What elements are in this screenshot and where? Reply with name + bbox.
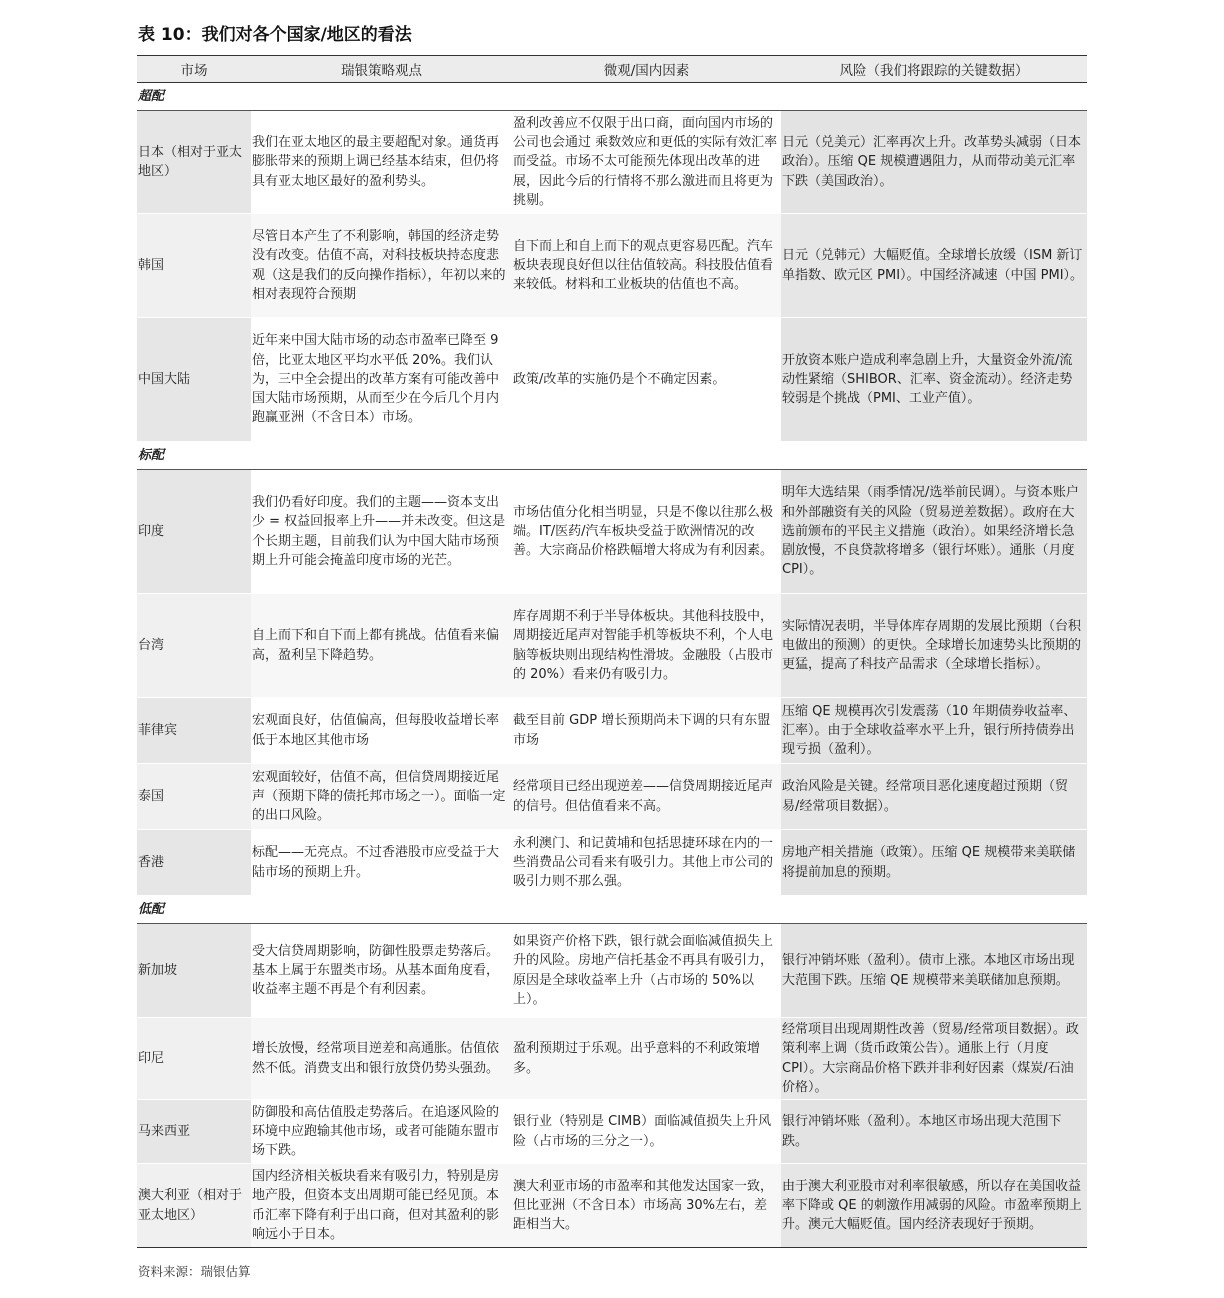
section-label: 低配 (137, 896, 1087, 924)
market-cell: 中国大陆 (137, 318, 251, 442)
country-views-table (137, 55, 1087, 1248)
risk-cell: 银行冲销坏账（盈利）。本地区市场出现大范围下跌。 (781, 1100, 1087, 1164)
market-cell: 马来西亚 (137, 1100, 251, 1164)
header-row (137, 56, 1087, 83)
table-row-singapore (137, 924, 1087, 1018)
view-cell: 增长放慢，经常项目逆差和高通胀。估值依然不低。消费支出和银行放贷仍势头强劲。 (251, 1018, 512, 1100)
section-row-neutral (137, 442, 1087, 470)
risk-cell: 银行冲销坏账（盈利）。债市上涨。本地区市场出现大范围下跌。压缩 QE 规模带来美联储加息预期。 (781, 924, 1087, 1018)
table-row-korea (137, 214, 1087, 318)
risk-cell: 经常项目出现周期性改善（贸易/经常项目数据）。政策利率上调（货币政策公告）。通胀上行（月度 CPI）。大宗商品价格下跌并非利好因素（煤炭/石油价格）。 (781, 1018, 1087, 1100)
micro-cell: 银行业（特别是 CIMB）面临减值损失上升风险（占市场的三分之一）。 (512, 1100, 781, 1164)
table-row-indonesia (137, 1018, 1087, 1100)
micro-cell: 截至目前 GDP 增长预期尚未下调的只有东盟市场 (512, 698, 781, 764)
view-cell: 近年来中国大陆市场的动态市盈率已降至 9 倍，比亚太地区平均水平低 20%。我们认为，三中全会提出的改革方案有可能改善中国大陆市场预期，从而至少在今后几个月内跑赢亚洲（不含日本）市场。 (251, 318, 512, 442)
view-cell: 我们仍看好印度。我们的主题——资本支出少 = 权益回报率上升——并未改变。但这是个长期主题，目前我们认为中国大陆市场预期上升可能会掩盖印度市场的光芒。 (251, 470, 512, 594)
header-market: 市场 (137, 56, 251, 83)
market-cell: 香港 (137, 830, 251, 896)
view-cell: 我们在亚太地区的最主要超配对象。通货再膨胀带来的预期上调已经基本结束，但仍将具有亚太地区最好的盈利势头。 (251, 111, 512, 214)
section-label: 标配 (137, 442, 1087, 470)
micro-cell: 经常项目已经出现逆差——信贷周期接近尾声的信号。但估值看来不高。 (512, 764, 781, 830)
market-cell: 印尼 (137, 1018, 251, 1100)
market-cell: 台湾 (137, 594, 251, 698)
table-title: 表 10：我们对各个国家/地区的看法 (138, 25, 412, 45)
risk-cell: 压缩 QE 规模再次引发震荡（10 年期债券收益率、汇率）。由于全球收益率水平上升，银行所持债券出现亏损（盈利）。 (781, 698, 1087, 764)
header-micro: 微观/国内因素 (512, 56, 781, 83)
table-row-japan (137, 111, 1087, 214)
table-row-india (137, 470, 1087, 594)
view-cell: 尽管日本产生了不利影响，韩国的经济走势没有改变。估值不高，对科技板块持态度悲观（这是我们的反向操作指标），年初以来的相对表现符合预期 (251, 214, 512, 318)
micro-cell: 市场估值分化相当明显，只是不像以往那么极端。IT/医药/汽车板块受益于欧洲情况的改善。大宗商品价格跌幅增大将成为有利因素。 (512, 470, 781, 594)
risk-cell: 明年大选结果（雨季情况/选举前民调）。与资本账户和外部融资有关的风险（贸易逆差数据）。政府在大选前颁布的平民主义措施（政治）。如果经济增长急剧放慢，不良贷款将增多（银行坏账）。通胀（月度 CPI）。 (781, 470, 1087, 594)
market-cell: 印度 (137, 470, 251, 594)
risk-cell: 日元（兑美元）汇率再次上升。改革势头减弱（日本政治）。压缩 QE 规模遭遇阻力，从而带动美元汇率下跌（美国政治）。 (781, 111, 1087, 214)
market-cell: 菲律宾 (137, 698, 251, 764)
section-row-overweight (137, 83, 1087, 111)
table-row-malaysia (137, 1100, 1087, 1164)
market-cell: 澳大利亚（相对于亚太地区） (137, 1164, 251, 1248)
micro-cell: 如果资产价格下跌，银行就会面临减值损失上升的风险。房地产信托基金不再具有吸引力，原因是全球收益率上升（占市场的 50%以上）。 (512, 924, 781, 1018)
risk-cell: 开放资本账户造成利率急剧上升，大量资金外流/流动性紧缩（SHIBOR、汇率、资金流动）。经济走势较弱是个挑战（PMI、工业产值）。 (781, 318, 1087, 442)
view-cell: 国内经济相关板块看来有吸引力，特别是房地产股，但资本支出周期可能已经见顶。本币汇率下降有利于出口商，但对其盈利的影响远小于日本。 (251, 1164, 512, 1248)
micro-cell: 政策/改革的实施仍是个不确定因素。 (512, 318, 781, 442)
table-row-philippines (137, 698, 1087, 764)
risk-cell: 日元（兑韩元）大幅贬值。全球增长放缓（ISM 新订单指数、欧元区 PMI）。中国经济减速（中国 PMI）。 (781, 214, 1087, 318)
section-row-underweight (137, 896, 1087, 924)
micro-cell: 澳大利亚市场的市盈率和其他发达国家一致，但比亚洲（不含日本）市场高 30%左右，差距相当大。 (512, 1164, 781, 1248)
table-row-taiwan (137, 594, 1087, 698)
micro-cell: 自下而上和自上而下的观点更容易匹配。汽车板块表现良好但以往估值较高。科技股估值看来较低。材料和工业板块的估值也不高。 (512, 214, 781, 318)
view-cell: 宏观面较好，估值不高，但信贷周期接近尾声（预期下降的债托邦市场之一）。面临一定的出口风险。 (251, 764, 512, 830)
header-view: 瑞银策略观点 (251, 56, 512, 83)
view-cell: 标配——无亮点。不过香港股市应受益于大陆市场的预期上升。 (251, 830, 512, 896)
source-note: 资料来源：瑞银估算 (138, 1264, 251, 1279)
header-risk: 风险（我们将跟踪的关键数据） (781, 56, 1087, 83)
view-cell: 防御股和高估值股走势落后。在追逐风险的环境中应跑输其他市场，或者可能随东盟市场下跌。 (251, 1100, 512, 1164)
market-cell: 新加坡 (137, 924, 251, 1018)
risk-cell: 实际情况表明，半导体库存周期的发展比预期（台积电做出的预测）的更快。全球增长加速势头比预期的更猛，提高了科技产品需求（全球增长指标）。 (781, 594, 1087, 698)
view-cell: 受大信贷周期影响，防御性股票走势落后。基本上属于东盟类市场。从基本面角度看，收益率主题不再是个有利因素。 (251, 924, 512, 1018)
risk-cell: 政治风险是关键。经常项目恶化速度超过预期（贸易/经常项目数据）。 (781, 764, 1087, 830)
market-cell: 日本（相对于亚太地区） (137, 111, 251, 214)
table-row-thailand (137, 764, 1087, 830)
view-cell: 自上而下和自下而上都有挑战。估值看来偏高，盈利呈下降趋势。 (251, 594, 512, 698)
micro-cell: 盈利改善应不仅限于出口商，面向国内市场的公司也会通过 乘数效应和更低的实际有效汇率而受益。市场不太可能预先体现出改革的进展，因此今后的行情将不那么激进而且将更为挑剔。 (512, 111, 781, 214)
micro-cell: 盈利预期过于乐观。出乎意料的不利政策增多。 (512, 1018, 781, 1100)
table-row-china (137, 318, 1087, 442)
view-cell: 宏观面良好，估值偏高，但每股收益增长率低于本地区其他市场 (251, 698, 512, 764)
risk-cell: 房地产相关措施（政策）。压缩 QE 规模带来美联储将提前加息的预期。 (781, 830, 1087, 896)
market-cell: 泰国 (137, 764, 251, 830)
table-row-hongkong (137, 830, 1087, 896)
section-label: 超配 (137, 83, 1087, 111)
table-row-australia (137, 1164, 1087, 1248)
micro-cell: 库存周期不利于半导体板块。其他科技股中，周期接近尾声对智能手机等板块不利，个人电脑等板块则出现结构性滑坡。金融股（占股市的 20%）看来仍有吸引力。 (512, 594, 781, 698)
micro-cell: 永利澳门、和记黄埔和包括思捷环球在内的一些消费品公司看来有吸引力。其他上市公司的吸引力则不那么强。 (512, 830, 781, 896)
risk-cell: 由于澳大利亚股市对利率很敏感，所以存在美国收益率下降或 QE 的刺激作用减弱的风险。市盈率预期上升。澳元大幅贬值。国内经济表现好于预期。 (781, 1164, 1087, 1248)
market-cell: 韩国 (137, 214, 251, 318)
